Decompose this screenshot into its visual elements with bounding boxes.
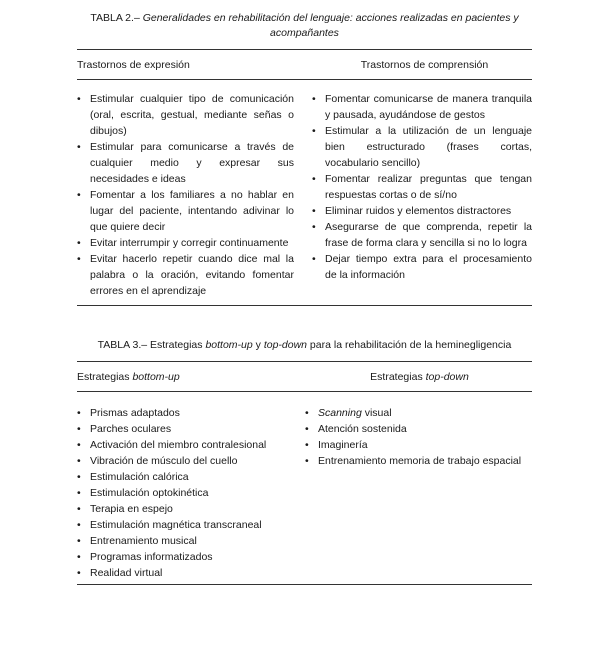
list-item — [77, 235, 294, 251]
bullet-icon: • — [312, 125, 316, 137]
list-item — [77, 437, 305, 453]
list-item — [77, 533, 305, 549]
list-item — [77, 251, 294, 299]
bullet-icon: • — [77, 519, 81, 531]
table-2-expression-column — [77, 91, 294, 299]
list-item — [77, 421, 305, 437]
table-3-header-left-a: Estrategias — [77, 370, 133, 383]
table-3-bottom-up-column — [77, 405, 305, 581]
table-3-header-row — [77, 362, 532, 391]
list-item-text: Atención sostenida — [318, 423, 407, 435]
table-3-caption-c: y — [252, 339, 264, 351]
bullet-icon: • — [77, 141, 81, 153]
list-item — [77, 485, 305, 501]
list-item-text: Estimular cualquier tipo de comunicación (oral, escrita, gestual, mediante señas o dibujos) — [90, 93, 294, 137]
bullet-icon: • — [312, 221, 316, 233]
table-3-caption-d: top-down — [263, 339, 308, 351]
list-item-text: Prismas adaptados — [90, 407, 180, 419]
list-item-text: Programas informatizados — [90, 551, 213, 563]
list-item — [305, 405, 532, 421]
list-item-text: Estimulación optokinética — [90, 487, 209, 499]
list-item — [77, 565, 305, 581]
list-item — [312, 203, 532, 219]
table-2-caption — [77, 11, 532, 41]
list-item — [77, 187, 294, 235]
list-item-text: Fomentar comunicarse de manera tranquila y pausada, ayudándose de gestos — [325, 93, 532, 121]
list-item — [77, 453, 305, 469]
table-3-caption-e: para la rehabilitación de la heminegligencia — [307, 339, 512, 351]
list-item — [77, 517, 305, 533]
bullet-icon: • — [312, 173, 316, 185]
list-item-text: Activación del miembro contralesional — [90, 439, 267, 451]
bullet-icon: • — [305, 407, 309, 419]
list-item — [305, 453, 532, 469]
bullet-icon: • — [77, 503, 81, 515]
table-3-caption — [77, 338, 532, 353]
list-item-text: Entrenamiento musical — [90, 535, 197, 547]
bullet-icon: • — [312, 93, 316, 105]
list-item — [305, 437, 532, 453]
table-2-bottom-rule — [77, 305, 532, 306]
list-item — [77, 139, 294, 187]
list-item-italic: Scanning — [318, 407, 362, 419]
table-2-header-expression: Trastornos de expresión — [77, 58, 190, 71]
list-item-text: Realidad virtual — [90, 567, 163, 579]
table-3-bottom-rule — [77, 584, 532, 585]
list-item — [305, 421, 532, 437]
list-item — [312, 171, 532, 203]
list-item — [312, 123, 532, 171]
bullet-icon: • — [312, 253, 316, 265]
bullet-icon: • — [305, 439, 309, 451]
table-2-comprehension-list — [312, 91, 532, 283]
bullet-icon: • — [312, 205, 316, 217]
list-item-text: Entrenamiento memoria de trabajo espacial — [318, 455, 522, 467]
table-3-header-right-a: Estrategias — [370, 370, 426, 383]
table-2-comprehension-column — [312, 91, 532, 299]
table-3-header-top-down — [307, 371, 532, 383]
bullet-icon: • — [305, 423, 309, 435]
list-item — [312, 91, 532, 123]
bullet-icon: • — [77, 407, 81, 419]
list-item-text: Parches oculares — [90, 423, 172, 435]
table-3-header-right-b: top-down — [425, 370, 469, 383]
bullet-icon: • — [77, 253, 81, 265]
table-3-caption-a: TABLA 3.– Estrategias — [97, 339, 206, 351]
list-item-text: visual — [361, 407, 392, 419]
table-3-bottom-up-list — [77, 405, 305, 581]
bullet-icon: • — [77, 487, 81, 499]
bullet-icon: • — [77, 535, 81, 547]
list-item — [312, 219, 532, 251]
bullet-icon: • — [77, 551, 81, 563]
list-item-text: Fomentar realizar preguntas que tengan respuestas cortas o de sí/no — [325, 173, 532, 201]
list-item — [77, 91, 294, 139]
table-3-top-down-list — [305, 405, 532, 469]
table-3-top-down-column — [305, 405, 532, 581]
bullet-icon: • — [77, 423, 81, 435]
bullet-icon: • — [305, 455, 309, 467]
bullet-icon: • — [77, 455, 81, 467]
list-item-text: Evitar interrumpir y corregir continuamente — [90, 237, 289, 249]
table-3-caption-b: bottom-up — [205, 339, 253, 351]
bullet-icon: • — [77, 567, 81, 579]
list-item-text: Asegurarse de que comprenda, repetir la frase de forma clara y sencilla si no lo logra — [325, 221, 532, 249]
bullet-icon: • — [77, 471, 81, 483]
table-2-caption-prefix: TABLA 2.– — [90, 12, 143, 24]
list-item-text: Eliminar ruidos y elementos distractores — [325, 205, 512, 217]
list-item-text: Estimulación magnética transcraneal — [90, 519, 262, 531]
table-3 — [77, 338, 532, 585]
table-3-header-left-b: bottom-up — [132, 370, 180, 383]
table-2-header-comprehension: Trastornos de comprensión — [360, 58, 489, 71]
table-2-body — [77, 80, 532, 305]
bullet-icon: • — [77, 93, 81, 105]
list-item-text: Imaginería — [318, 439, 368, 451]
list-item-text: Estimular para comunicarse a través de cualquier medio y expresar sus necesidades e ideas — [90, 141, 294, 185]
table-3-header-bottom-up — [77, 371, 307, 383]
bullet-icon: • — [77, 439, 81, 451]
list-item — [77, 405, 305, 421]
list-item-text: Terapia en espejo — [90, 503, 173, 515]
list-item-text: Fomentar a los familiares a no hablar en lugar del paciente, intentando adivinar lo que quiere decir — [90, 189, 294, 233]
list-item-text: Estimulación calórica — [90, 471, 189, 483]
list-item-text: Vibración de músculo del cuello — [90, 455, 238, 467]
table-2-header-row — [77, 50, 532, 79]
table-2-expression-list — [77, 91, 294, 299]
list-item-text: Estimular a la utilización de un lenguaje bien estructurado (frases cortas, vocabulario sencillo) — [325, 125, 532, 169]
bullet-icon: • — [77, 189, 81, 201]
list-item-text: Evitar hacerlo repetir cuando dice mal la palabra o la oración, evitando fomentar errores en el aprendizaje — [90, 253, 294, 297]
table-2 — [77, 11, 532, 306]
table-2-caption-title: Generalidades en rehabilitación del lenguaje: acciones realizadas en pacientes y acompañantes — [142, 12, 519, 39]
list-item-text: Dejar tiempo extra para el procesamiento de la información — [325, 253, 532, 281]
bullet-icon: • — [77, 237, 81, 249]
list-item — [77, 501, 305, 517]
list-item — [312, 251, 532, 283]
list-item — [77, 549, 305, 565]
list-item — [77, 469, 305, 485]
table-3-body — [77, 392, 532, 581]
